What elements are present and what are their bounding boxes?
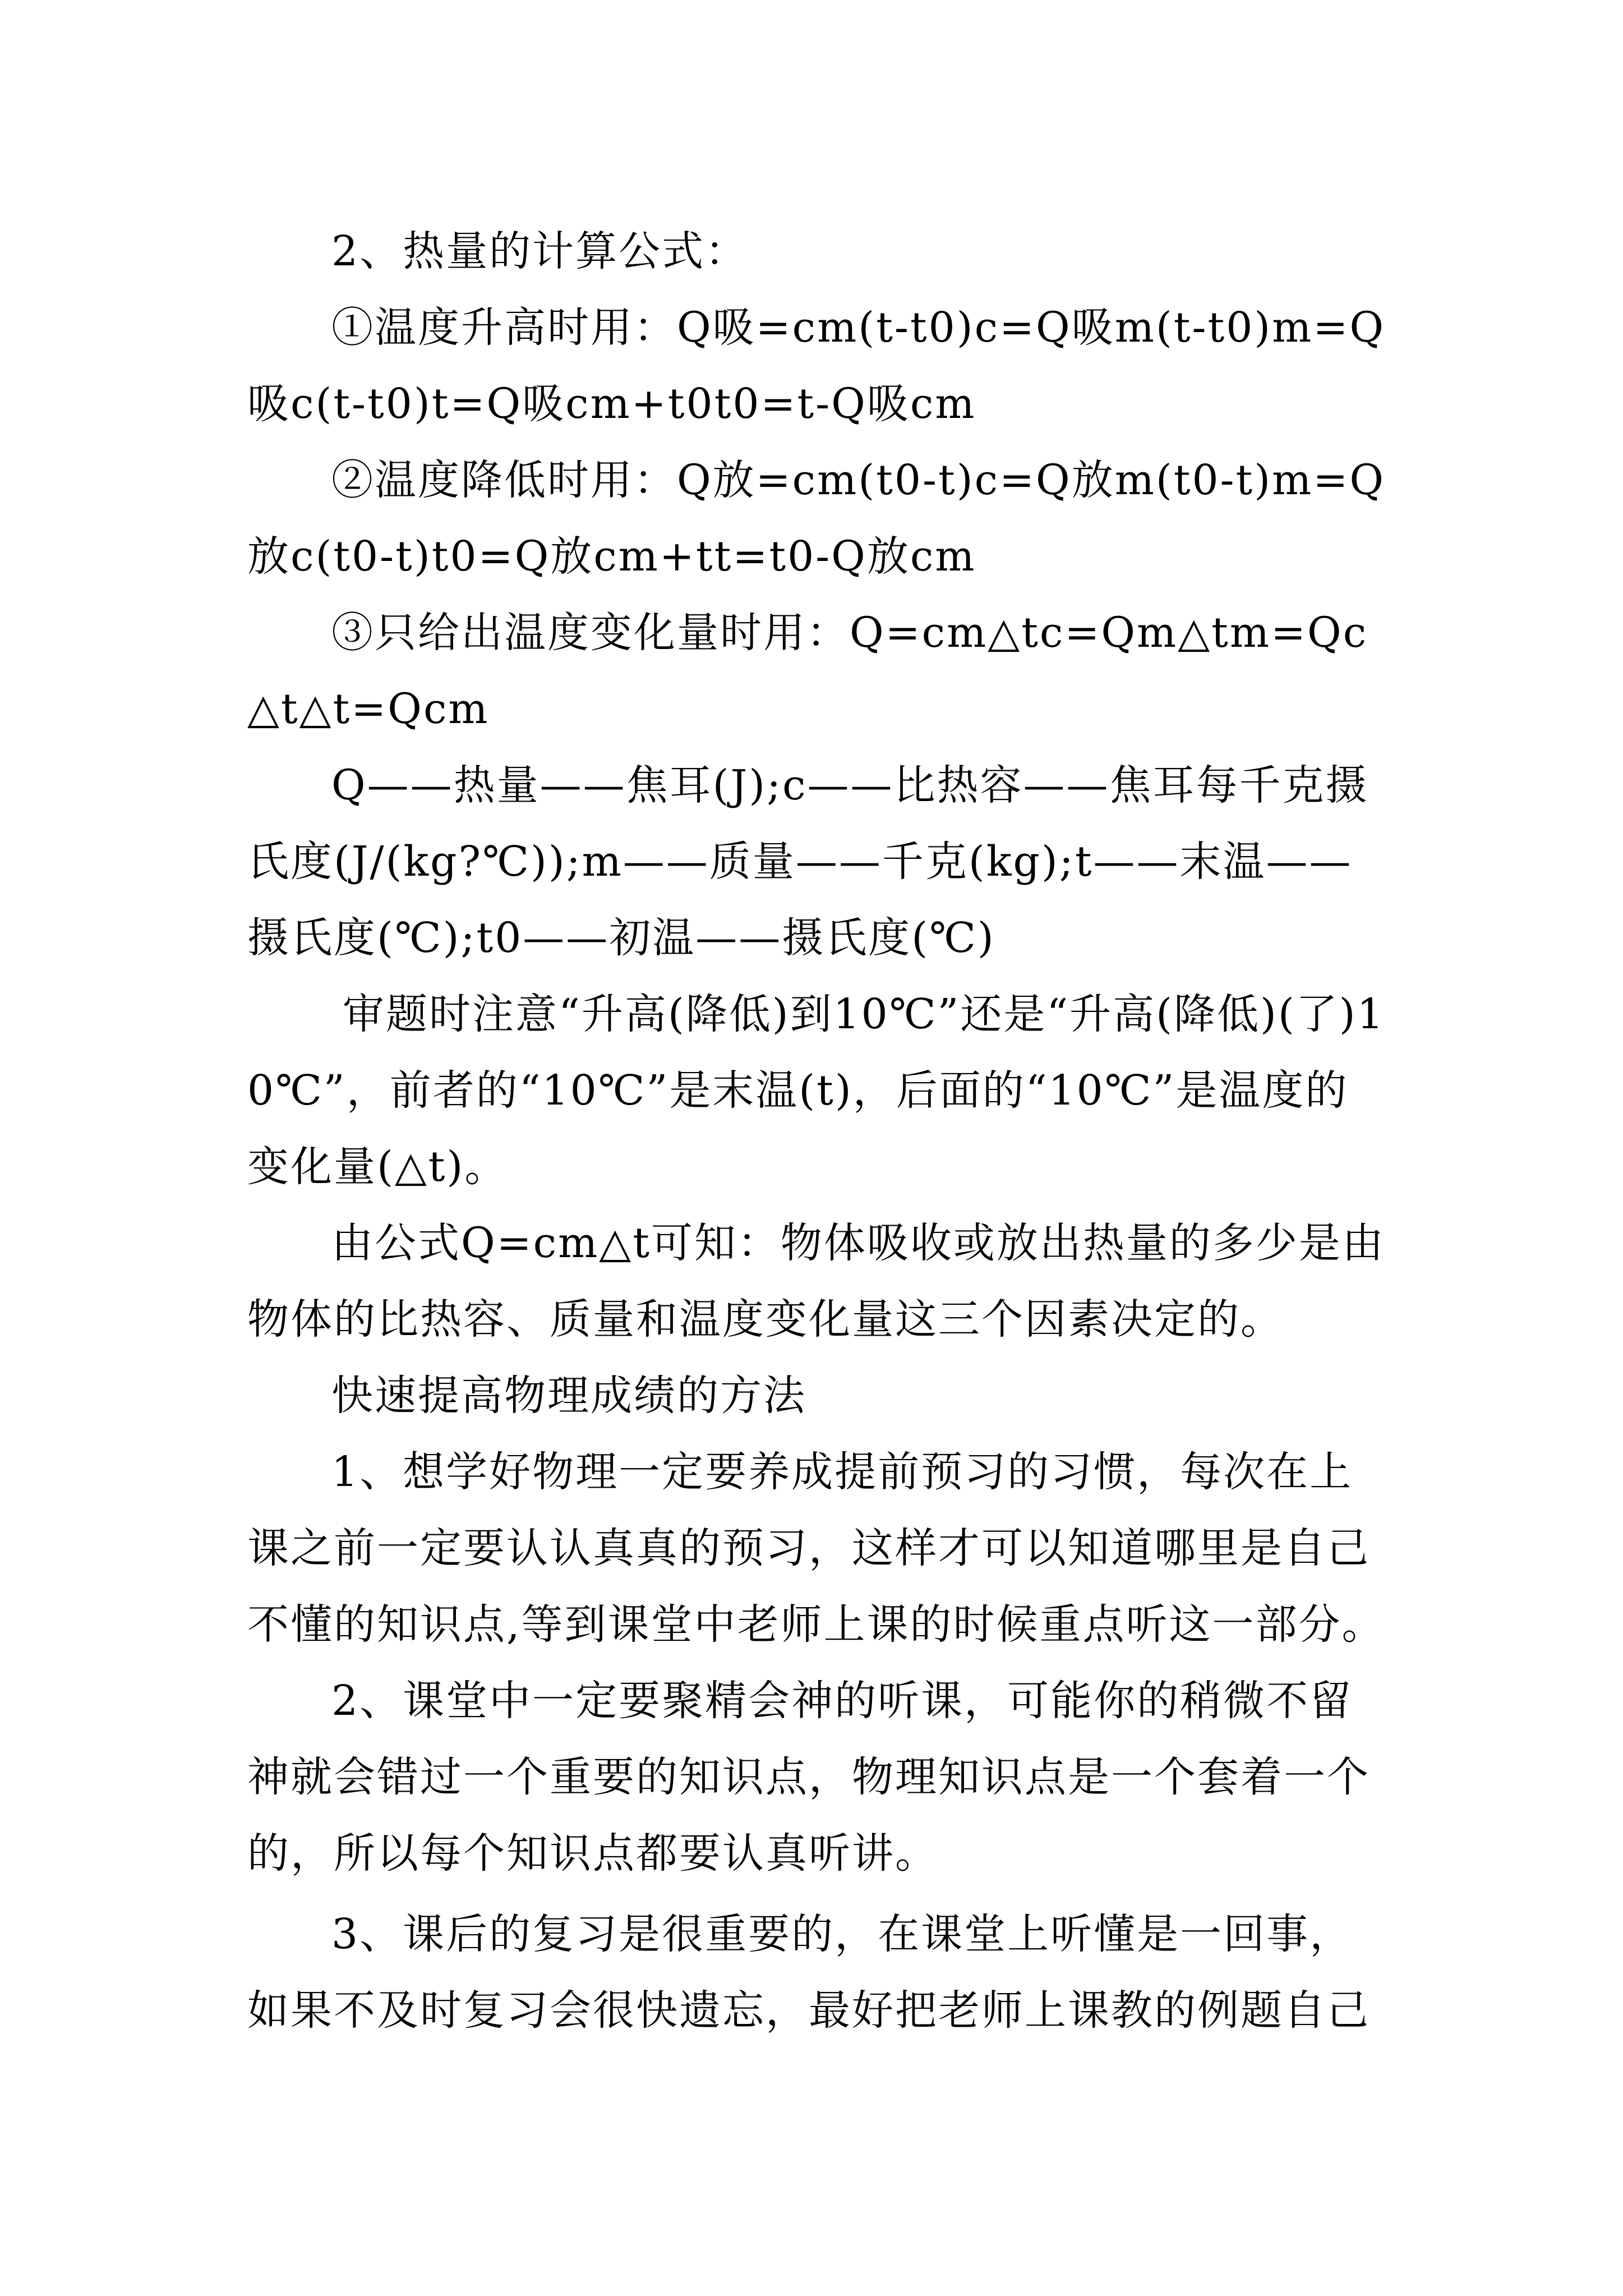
paragraph-temperature-change-formula: ③只给出温度变化量时用：Q=cm△tc=Qm△tm=Qc△t△t=Qcm xyxy=(247,609,1368,733)
paragraph-temperature-drop-formula: ②温度降低时用：Q放=cm(t0-t)c=Q放m(t0-t)m=Q放c(t0-t)t0=Q放cm+tt=t0-Q放cm xyxy=(247,456,1386,581)
paragraph-temperature-rise-formula: ①温度升高时用：Q吸=cm(t-t0)c=Q吸m(t-t0)m=Q吸c(t-t0)t=Q吸cm+t0t0=t-Q吸cm xyxy=(247,303,1386,428)
paragraph-method-2: 2、课堂中一定要聚精会神的听课，可能你的稍微不留神就会错过一个重要的知识点，物理知识点是一个套着一个的，所以每个知识点都要认真听讲。 xyxy=(247,1677,1370,1878)
paragraph-heat-formula-heading: 2、热量的计算公式： xyxy=(331,227,749,275)
paragraph-formula-conclusion: 由公式Q=cm△t可知：物体吸收或放出热量的多少是由物体的比热容、质量和温度变化量这三个因素决定的。 xyxy=(247,1219,1385,1343)
section-heading-study-methods: 快速提高物理成绩的方法 xyxy=(331,1372,806,1420)
document-body xyxy=(247,213,1391,2049)
paragraph-method-1: 1、想学好物理一定要养成提前预习的习惯，每次在上课之前一定要认认真真的预习，这样才可以知道哪里是自己不懂的知识点,等到课堂中老师上课的时候重点听这一部分。 xyxy=(247,1448,1385,1649)
paragraph-exam-note: 审题时注意“升高(降低)到10℃”还是“升高(降低)(了)10℃”，前者的“10℃”是末温(t)，后面的“10℃”是温度的变化量(△t)。 xyxy=(247,990,1385,1191)
paragraph-symbol-definitions: Q——热量——焦耳(J);c——比热容——焦耳每千克摄氏度(J/(kg?℃));m——质量——千克(kg);t——末温——摄氏度(℃);t0——初温——摄氏度(℃) xyxy=(247,761,1369,962)
paragraph-method-3: 3、课后的复习是很重要的，在课堂上听懂是一回事，如果不及时复习会很快遗忘，最好把老师上课教的例题自己 xyxy=(247,1910,1370,2035)
